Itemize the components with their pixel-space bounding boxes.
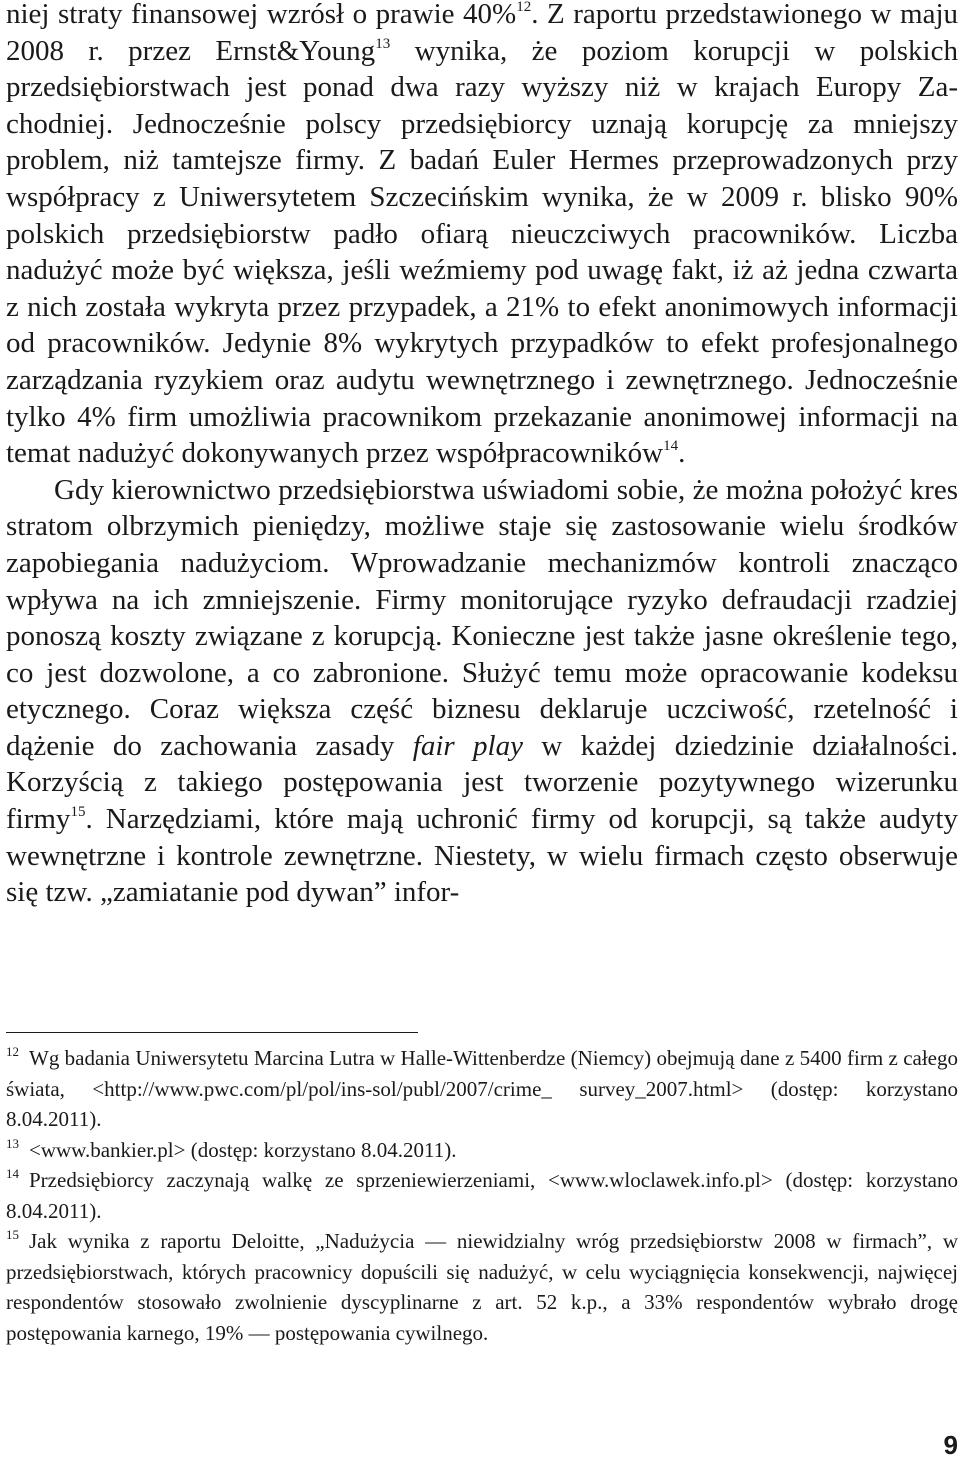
footnote-ref-12[interactable]: 12: [516, 0, 532, 15]
footnote-number: 13: [6, 1135, 19, 1151]
footnotes: [6, 1043, 958, 1348]
page-number: 9: [943, 1430, 958, 1460]
paragraph-1: [6, 0, 958, 472]
document-page: [6, 0, 958, 1472]
footnote-text: Przedsiębiorcy zaczynają walkę ze sprzeniewierzeniami, <www.wloclawek.info.pl> (dostęp: korzystano 8.04.2011).: [6, 1168, 958, 1223]
footnote-ref-15[interactable]: 15: [70, 804, 86, 821]
footnote-ref-13[interactable]: 13: [375, 35, 391, 52]
footnote-12: [6, 1043, 958, 1135]
text-run: w każdej dziedzinie działalności. Korzyścią z takiego postępowania jest tworzenie pozytywnego wizerunku firmy: [6, 729, 958, 836]
text-run: . Narzędziami, które mają uchronić firmy od korupcji, są także audyty wewnętrzne i kontrole zewnętrzne. Niestety, w wielu firmach często obserwuje się tzw. „zamiatanie pod dywan” infor-: [6, 803, 958, 909]
footnote-number: 15: [6, 1227, 19, 1242]
italic-term: fair play: [412, 729, 523, 762]
footnote-ref-14[interactable]: 14: [663, 438, 679, 455]
text-run: . Z raportu przedstawionego w maju 2008 r. przez Ernst&Young: [6, 0, 958, 67]
footnote-text: Wg badania Uniwersytetu Marcina Lutra w Halle-Wittenberdze (Niemcy) obejmują dane z 5400 firm z całego świata, <http://www.pwc.com/pl/pol/ins-sol/publ/2007/crime_ survey_2007.html> (dostęp: korzystano 8.04.2011).: [6, 1046, 958, 1131]
footnote-number: 14: [6, 1166, 19, 1181]
footnote-15: [6, 1226, 958, 1348]
text-run: niej straty finansowej wzrósł o prawie 40%: [6, 0, 517, 30]
footnote-number: 12: [6, 1044, 19, 1059]
footnote-text: <www.bankier.pl> (dostęp: korzystano 8.04.2011).: [29, 1137, 457, 1162]
footnote-14: [6, 1165, 958, 1226]
main-text: [6, 0, 958, 911]
text-run: Gdy kierownictwo przedsiębiorstwa uświadomi sobie, że można położyć kres stratom olbrzymich pieniędzy, możliwe staje się zastosowanie wielu środków zapobiegania nadużyciom. Wprowadzanie mechanizmów kontroli znacząco wpływa na ich zmniejszenie. Firmy monitorujące ryzyko defraudacji rzadziej ponoszą koszty związane z korupcją. Konieczne jest także jasne określenie tego, co jest dozwolone, a co zabronione. Służyć temu może opracowanie kodeksu etycznego. Coraz większa część biznesu deklaruje uczciwość, rzetelność i dążenie do zachowania zasady: [6, 473, 958, 762]
paragraph-2: [6, 472, 958, 911]
footnote-text: Jak wynika z raportu Deloitte, „Nadużycia — niewidzialny wróg przedsiębiorstw 2008 w firmach”, w przedsiębiorstwach, których pracownicy dopuścili się nadużyć, w celu wyciągnięcia konsekwencji, najwięcej respondentów stosowało zwolnienie dyscyplinarne z art. 52 k.p., a 33% respondentów wybrało drogę postępowania karnego, 19% — postępowania cywilnego.: [6, 1229, 958, 1345]
text-run: .: [678, 437, 686, 470]
text-run: wynika, że poziom korupcji w polskich przedsiębiorstwach jest ponad dwa razy wyższy niż w krajach Europy Zachodniej. Jednocześnie polscy przedsiębiorcy uznają korupcję za mniejszy problem, niż tamtejsze firmy. Z badań Euler Hermes przeprowadzonych przy współpracy z Uniwersytetem Szczecińskim wynika, że w 2009 r. blisko 90% polskich przedsiębiorstw padło ofiarą nieuczciwych pracowników. Liczba nadużyć może być większa, jeśli weźmiemy pod uwagę fakt, iż aż jedna czwarta z nich została wykryta przez przypadek, a 21% to efekt anonimowych informacji od pracowników. Jedynie 8% wykrytych przypadków to efekt profesjonalnego zarządzania ryzykiem oraz audytu wewnętrznego i zewnętrznego. Jednocześnie tylko 4% firm umożliwia pracownikom przekazanie anonimowej informacji na temat nadużyć dokonywanych przez współpracowników: [6, 34, 958, 470]
footnote-13: [6, 1135, 958, 1166]
footnote-separator: [6, 1032, 418, 1033]
